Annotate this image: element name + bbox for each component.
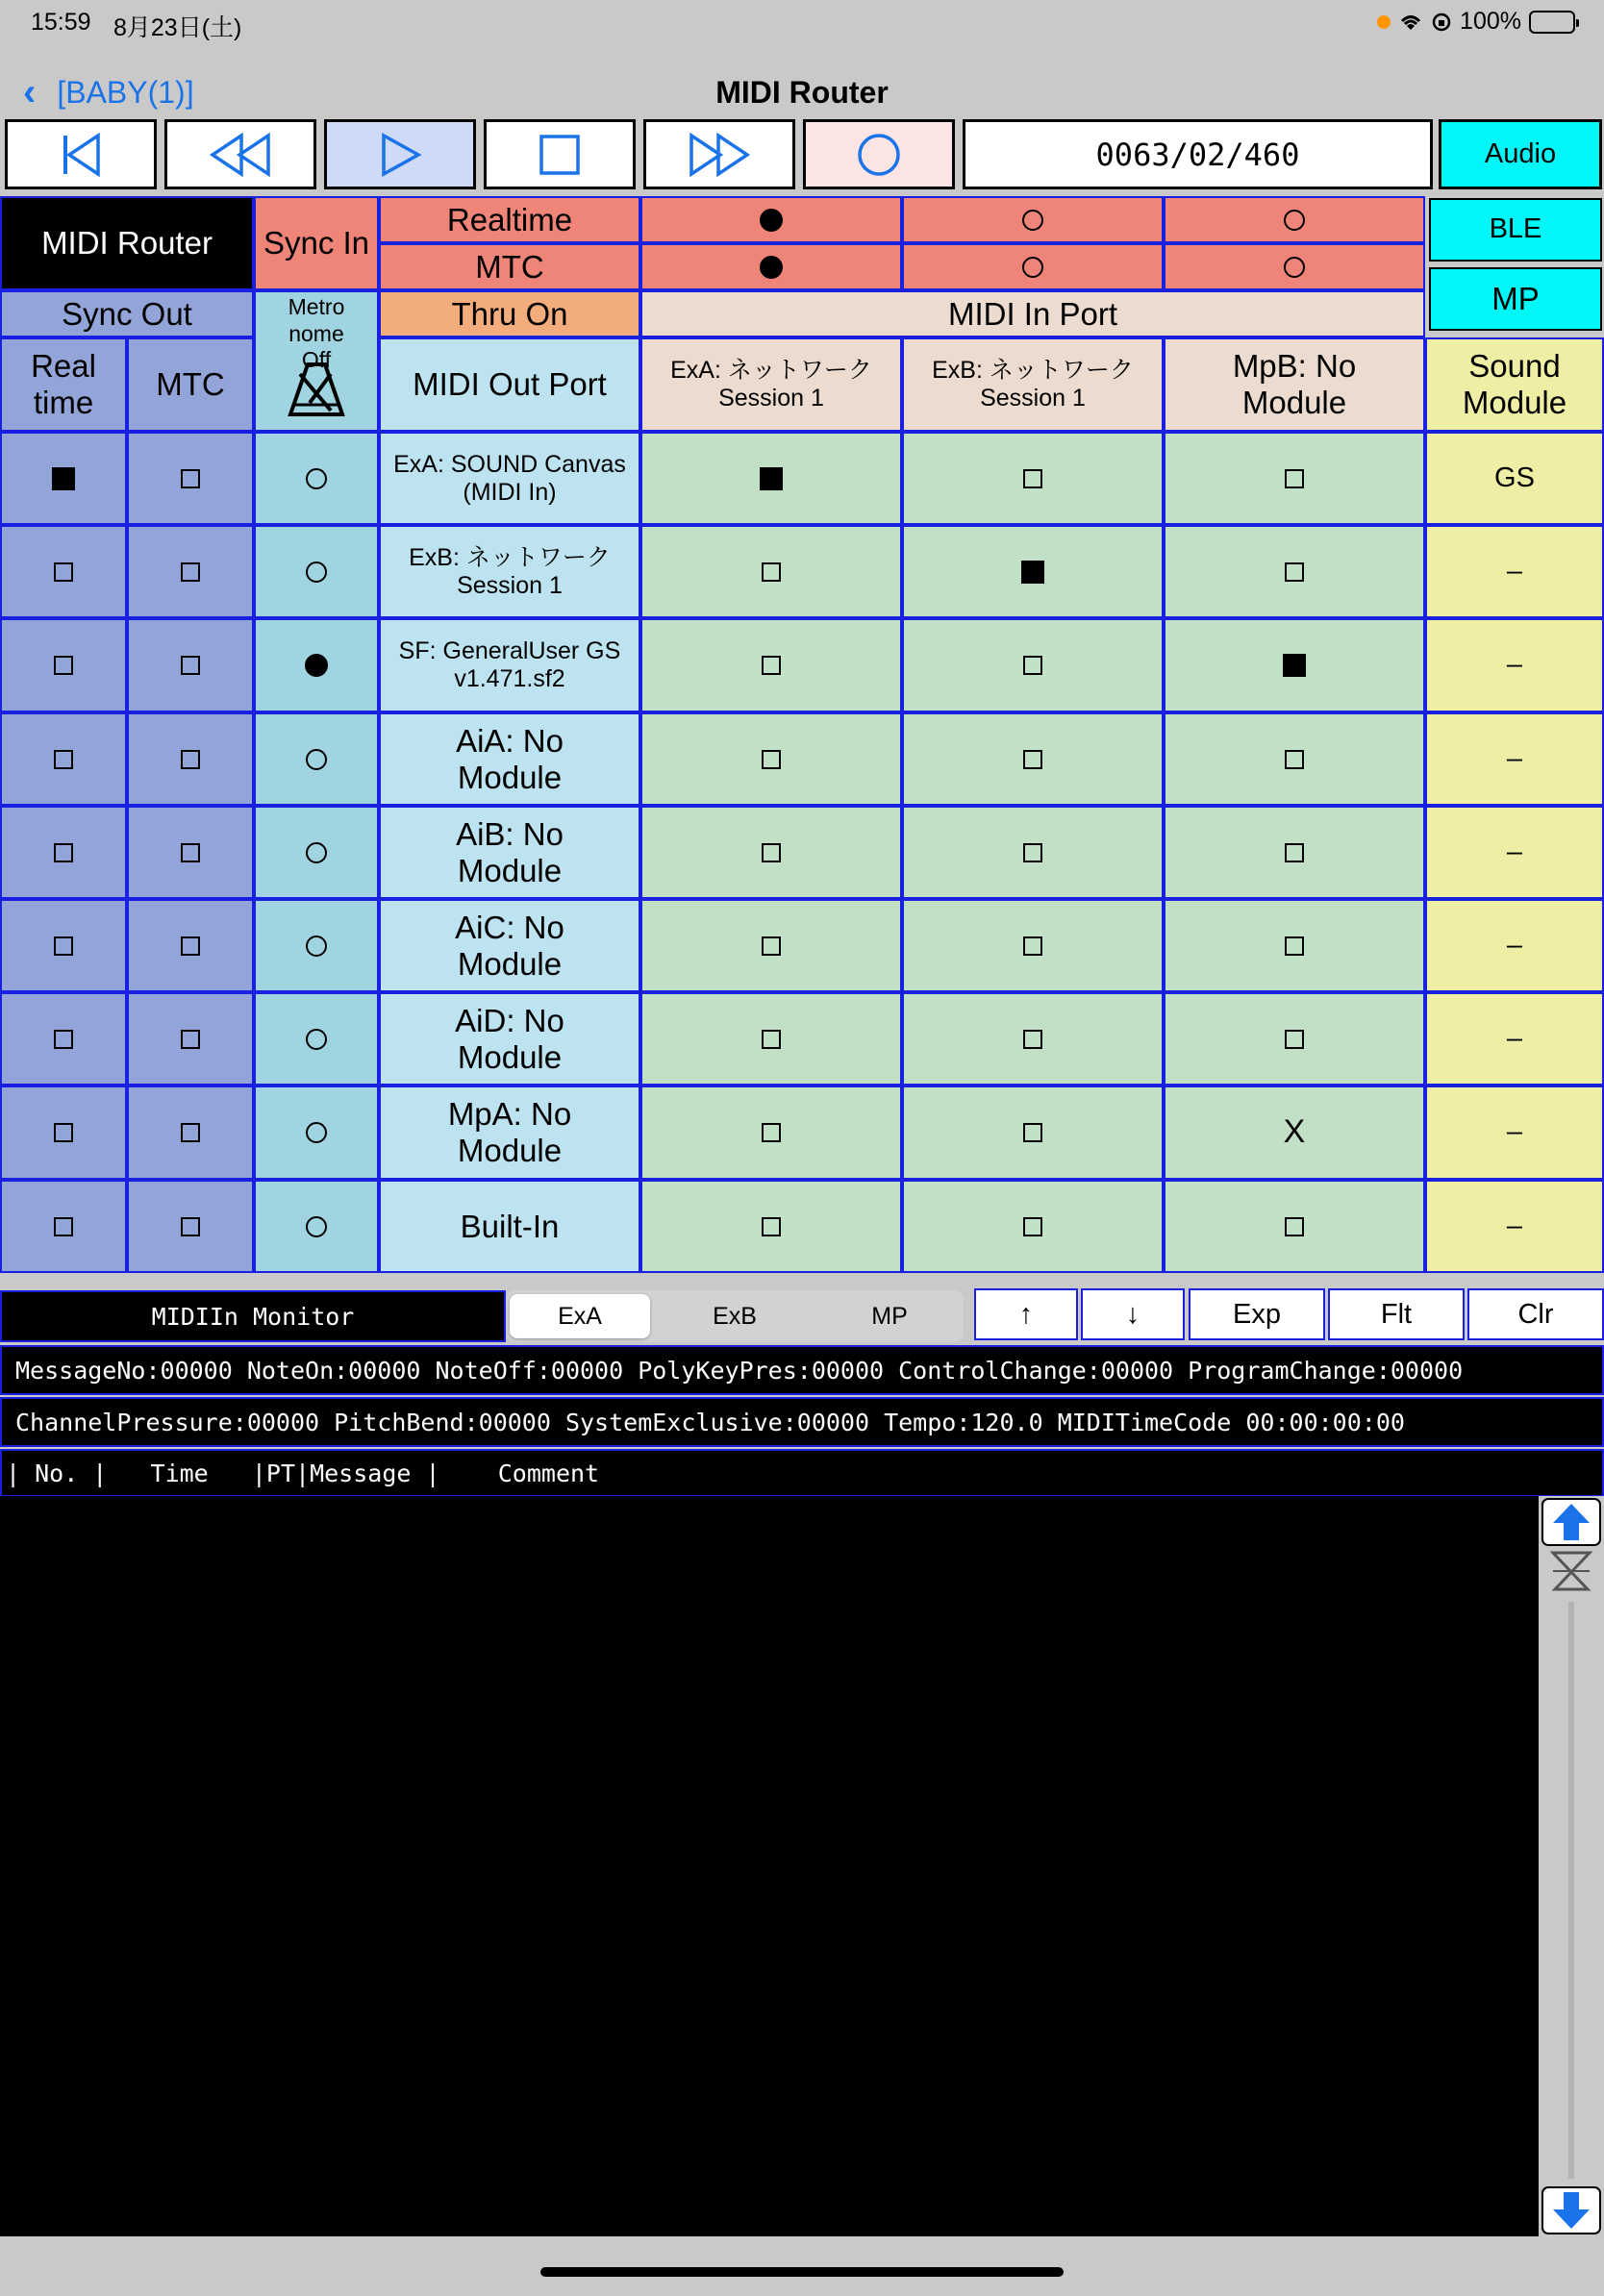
sync-out-realtime-toggle[interactable] xyxy=(0,992,127,1086)
mic-indicator-icon xyxy=(1377,15,1391,29)
sync-out-mtc-toggle[interactable] xyxy=(127,712,254,806)
route-exb-toggle[interactable] xyxy=(902,992,1164,1086)
tab-exa[interactable]: ExA xyxy=(510,1294,650,1338)
sync-out-mtc-toggle[interactable] xyxy=(127,899,254,992)
sync-out-mtc-toggle[interactable] xyxy=(127,1180,254,1273)
sound-module-cell[interactable] xyxy=(1425,525,1604,618)
sync-realtime-exa[interactable] xyxy=(640,196,902,243)
sync-realtime-mpb[interactable] xyxy=(1164,196,1425,243)
route-exb-toggle[interactable] xyxy=(902,525,1164,618)
sync-out-realtime-toggle[interactable] xyxy=(0,432,127,525)
out-port-name: Built-In xyxy=(460,1208,560,1244)
metronome-out-toggle[interactable] xyxy=(254,1086,379,1180)
back-label: [BABY(1)] xyxy=(57,74,194,110)
midi-out-port-label xyxy=(379,899,640,992)
sound-module-header: Sound Module xyxy=(1425,337,1604,432)
log-scrollbar[interactable] xyxy=(1539,1496,1604,2236)
route-exb-toggle[interactable] xyxy=(902,432,1164,525)
monitor-log[interactable] xyxy=(0,1496,1539,2236)
status-right xyxy=(1377,8,1575,36)
mp-button[interactable]: MP xyxy=(1429,267,1602,331)
sync-mtc-mpb[interactable] xyxy=(1164,243,1425,290)
monitor-title: MIDIIn Monitor xyxy=(0,1290,506,1342)
route-exa-toggle[interactable] xyxy=(640,432,902,525)
monitor-stats-line-2: ChannelPressure:00000 PitchBend:00000 SystemExclusive:00000 Tempo:120.0 MIDITimeCode 00:00:00:00 xyxy=(0,1397,1604,1447)
export-button[interactable]: Exp xyxy=(1189,1288,1325,1340)
route-exb-toggle[interactable] xyxy=(902,1180,1164,1273)
ble-button[interactable]: BLE xyxy=(1429,198,1602,262)
realtime-label: Realtime xyxy=(379,196,640,243)
in-port-exa: ExA: ネットワーク Session 1 xyxy=(640,337,902,432)
sound-module-value: – xyxy=(1506,1022,1523,1054)
route-exa-toggle[interactable] xyxy=(640,712,902,806)
sync-out-mtc-toggle[interactable] xyxy=(127,1086,254,1180)
record-icon xyxy=(856,132,902,178)
sync-out-realtime-toggle[interactable] xyxy=(0,1086,127,1180)
midi-out-port-label xyxy=(379,525,640,618)
sync-out-mtc-toggle[interactable] xyxy=(127,432,254,525)
route-mpb-toggle[interactable] xyxy=(1164,1180,1425,1273)
play-button[interactable] xyxy=(324,119,476,189)
sound-module-value: – xyxy=(1506,1210,1523,1241)
metronome-icon xyxy=(283,361,350,418)
router-corner: MIDI Router xyxy=(0,196,254,290)
sound-module-cell[interactable] xyxy=(1425,712,1604,806)
route-exa-toggle[interactable] xyxy=(640,806,902,899)
sync-out-realtime-toggle[interactable] xyxy=(0,712,127,806)
sound-module-cell[interactable] xyxy=(1425,899,1604,992)
midi-out-port-label xyxy=(379,806,640,899)
scroll-top-icon[interactable] xyxy=(1541,1498,1601,1546)
out-port-name: AiA: No Module xyxy=(456,722,564,795)
midi-out-port-label xyxy=(379,1086,640,1180)
midi-out-port-label xyxy=(379,1180,640,1273)
rewind-to-start-button[interactable] xyxy=(5,119,157,189)
scroll-up-button[interactable]: ↑ xyxy=(974,1288,1078,1340)
mtc-label: MTC xyxy=(379,243,640,290)
route-mpb-toggle[interactable] xyxy=(1164,525,1425,618)
position-counter[interactable]: 0063/02/460 xyxy=(963,119,1433,189)
route-exa-toggle[interactable] xyxy=(640,992,902,1086)
sync-mtc-exb[interactable] xyxy=(902,243,1164,290)
sound-module-cell[interactable] xyxy=(1425,992,1604,1086)
sound-module-cell[interactable] xyxy=(1425,618,1604,712)
monitor-log-header: | No. | Time |PT|Message | Comment xyxy=(0,1449,1604,1497)
route-exb-toggle[interactable] xyxy=(902,1086,1164,1180)
sync-realtime-exb[interactable] xyxy=(902,196,1164,243)
route-exa-toggle[interactable] xyxy=(640,899,902,992)
route-exa-toggle[interactable] xyxy=(640,525,902,618)
sync-out-realtime-toggle[interactable] xyxy=(0,525,127,618)
sound-module-cell[interactable] xyxy=(1425,1086,1604,1180)
in-port-mpb: MpB: No Module xyxy=(1164,337,1425,432)
filter-button[interactable]: Flt xyxy=(1328,1288,1465,1340)
stop-icon xyxy=(539,134,581,176)
out-port-name: AiC: No Module xyxy=(455,909,564,982)
metronome-out-toggle[interactable] xyxy=(254,806,379,899)
transport-bar xyxy=(0,119,1604,191)
wifi-icon xyxy=(1398,12,1423,32)
monitor-stats-line-1: MessageNo:00000 NoteOn:00000 NoteOff:00000 PolyKeyPres:00000 ControlChange:00000 ProgramChange:00000 xyxy=(0,1345,1604,1395)
midi-out-port-label xyxy=(379,712,640,806)
battery-percent: 100% xyxy=(1460,8,1521,35)
sound-module-cell[interactable] xyxy=(1425,806,1604,899)
route-exb-toggle[interactable] xyxy=(902,618,1164,712)
out-port-name: AiD: No Module xyxy=(455,1002,564,1075)
route-mpb-toggle[interactable] xyxy=(1164,712,1425,806)
metronome-out-toggle[interactable] xyxy=(254,1180,379,1273)
sound-module-value: – xyxy=(1506,929,1523,961)
sync-out-realtime-toggle[interactable] xyxy=(0,806,127,899)
route-exb-toggle[interactable] xyxy=(902,899,1164,992)
metronome-label: Metro nome Off xyxy=(288,294,345,373)
route-mpb-toggle[interactable] xyxy=(1164,432,1425,525)
col-mtc-header: MTC xyxy=(127,337,254,432)
metronome-out-toggle[interactable] xyxy=(254,618,379,712)
audio-button[interactable]: Audio xyxy=(1439,119,1602,189)
route-exa-toggle[interactable] xyxy=(640,1180,902,1273)
sound-module-value: – xyxy=(1506,742,1523,774)
route-mpb-toggle[interactable] xyxy=(1164,992,1425,1086)
page-title: MIDI Router xyxy=(715,75,889,110)
midi-out-port-label xyxy=(379,992,640,1086)
sound-module-value: – xyxy=(1506,555,1523,586)
route-mpb-toggle[interactable] xyxy=(1164,618,1425,712)
fast-forward-button[interactable] xyxy=(643,119,795,189)
sync-out-mtc-toggle[interactable] xyxy=(127,618,254,712)
out-port-name: SF: GeneralUser GS v1.471.sf2 xyxy=(398,637,621,692)
chevron-left-icon: ‹ xyxy=(23,71,37,113)
thru-on-button[interactable]: Thru On xyxy=(379,290,640,337)
metronome-out-toggle[interactable] xyxy=(254,899,379,992)
route-mpb-toggle[interactable] xyxy=(1164,806,1425,899)
status-date: 8月23日(土) xyxy=(113,14,242,41)
route-exb-toggle[interactable] xyxy=(902,712,1164,806)
monitor-port-segment xyxy=(506,1290,964,1342)
orientation-lock-icon xyxy=(1431,12,1452,33)
route-exb-toggle[interactable] xyxy=(902,806,1164,899)
sync-out-realtime-toggle[interactable] xyxy=(0,899,127,992)
metronome-out-toggle[interactable] xyxy=(254,712,379,806)
sound-module-value: – xyxy=(1506,836,1523,867)
stop-button[interactable] xyxy=(484,119,636,189)
sync-out-realtime-toggle[interactable] xyxy=(0,618,127,712)
metronome-out-toggle[interactable] xyxy=(254,525,379,618)
metronome-out-toggle[interactable] xyxy=(254,432,379,525)
sync-out-label: Sync Out xyxy=(0,290,254,337)
out-port-name: ExA: SOUND Canvas (MIDI In) xyxy=(393,450,626,506)
sync-out-mtc-toggle[interactable] xyxy=(127,992,254,1086)
sync-in-label: Sync In xyxy=(254,196,379,290)
route-exa-toggle[interactable] xyxy=(640,1086,902,1180)
route-mpb-toggle[interactable] xyxy=(1164,899,1425,992)
midi-out-port-label xyxy=(379,432,640,525)
metronome-out-toggle[interactable] xyxy=(254,992,379,1086)
scroll-down-button[interactable]: ↓ xyxy=(1081,1288,1185,1340)
route-exa-toggle[interactable] xyxy=(640,618,902,712)
col-realtime-header: Real time xyxy=(0,337,127,432)
sync-mtc-exa[interactable] xyxy=(640,243,902,290)
skip-back-icon xyxy=(58,133,104,177)
clear-button[interactable]: Clr xyxy=(1467,1288,1604,1340)
scroll-bottom-icon[interactable] xyxy=(1541,2186,1601,2234)
in-port-exb: ExB: ネットワーク Session 1 xyxy=(902,337,1164,432)
sync-out-mtc-toggle[interactable] xyxy=(127,806,254,899)
out-port-name: ExB: ネットワーク Session 1 xyxy=(409,543,611,599)
play-icon xyxy=(378,133,422,177)
home-indicator xyxy=(540,2267,1064,2277)
status-time: 15:59 xyxy=(31,9,91,36)
nav-bar xyxy=(0,67,1604,121)
route-mpb-toggle[interactable] xyxy=(1164,1086,1425,1180)
status-bar xyxy=(0,0,1604,48)
metronome-toggle[interactable] xyxy=(254,290,379,432)
midi-in-port-header: MIDI In Port xyxy=(640,290,1425,337)
scroll-track[interactable] xyxy=(1568,1602,1574,2179)
sync-out-realtime-toggle[interactable] xyxy=(0,1180,127,1273)
tab-mp[interactable]: MP xyxy=(871,1302,908,1330)
out-port-name: MpA: No Module xyxy=(447,1096,572,1168)
rewind-button[interactable] xyxy=(164,119,316,189)
fast-forward-icon xyxy=(688,133,751,177)
battery-icon xyxy=(1529,11,1575,34)
midi-out-port-header: MIDI Out Port xyxy=(379,337,640,432)
sound-module-cell[interactable] xyxy=(1425,432,1604,525)
sound-module-cell[interactable] xyxy=(1425,1180,1604,1273)
sync-out-mtc-toggle[interactable] xyxy=(127,525,254,618)
hourglass-icon xyxy=(1549,1550,1593,1592)
midi-out-port-label xyxy=(379,618,640,712)
route-x-mark: X xyxy=(1283,1113,1306,1151)
out-port-name: AiB: No Module xyxy=(456,815,564,888)
sound-module-value: – xyxy=(1506,649,1523,681)
record-button[interactable] xyxy=(803,119,955,189)
sound-module-value: – xyxy=(1506,1116,1523,1148)
tab-exb[interactable]: ExB xyxy=(713,1302,757,1330)
rewind-icon xyxy=(209,133,272,177)
sound-module-value: GS xyxy=(1494,462,1535,493)
